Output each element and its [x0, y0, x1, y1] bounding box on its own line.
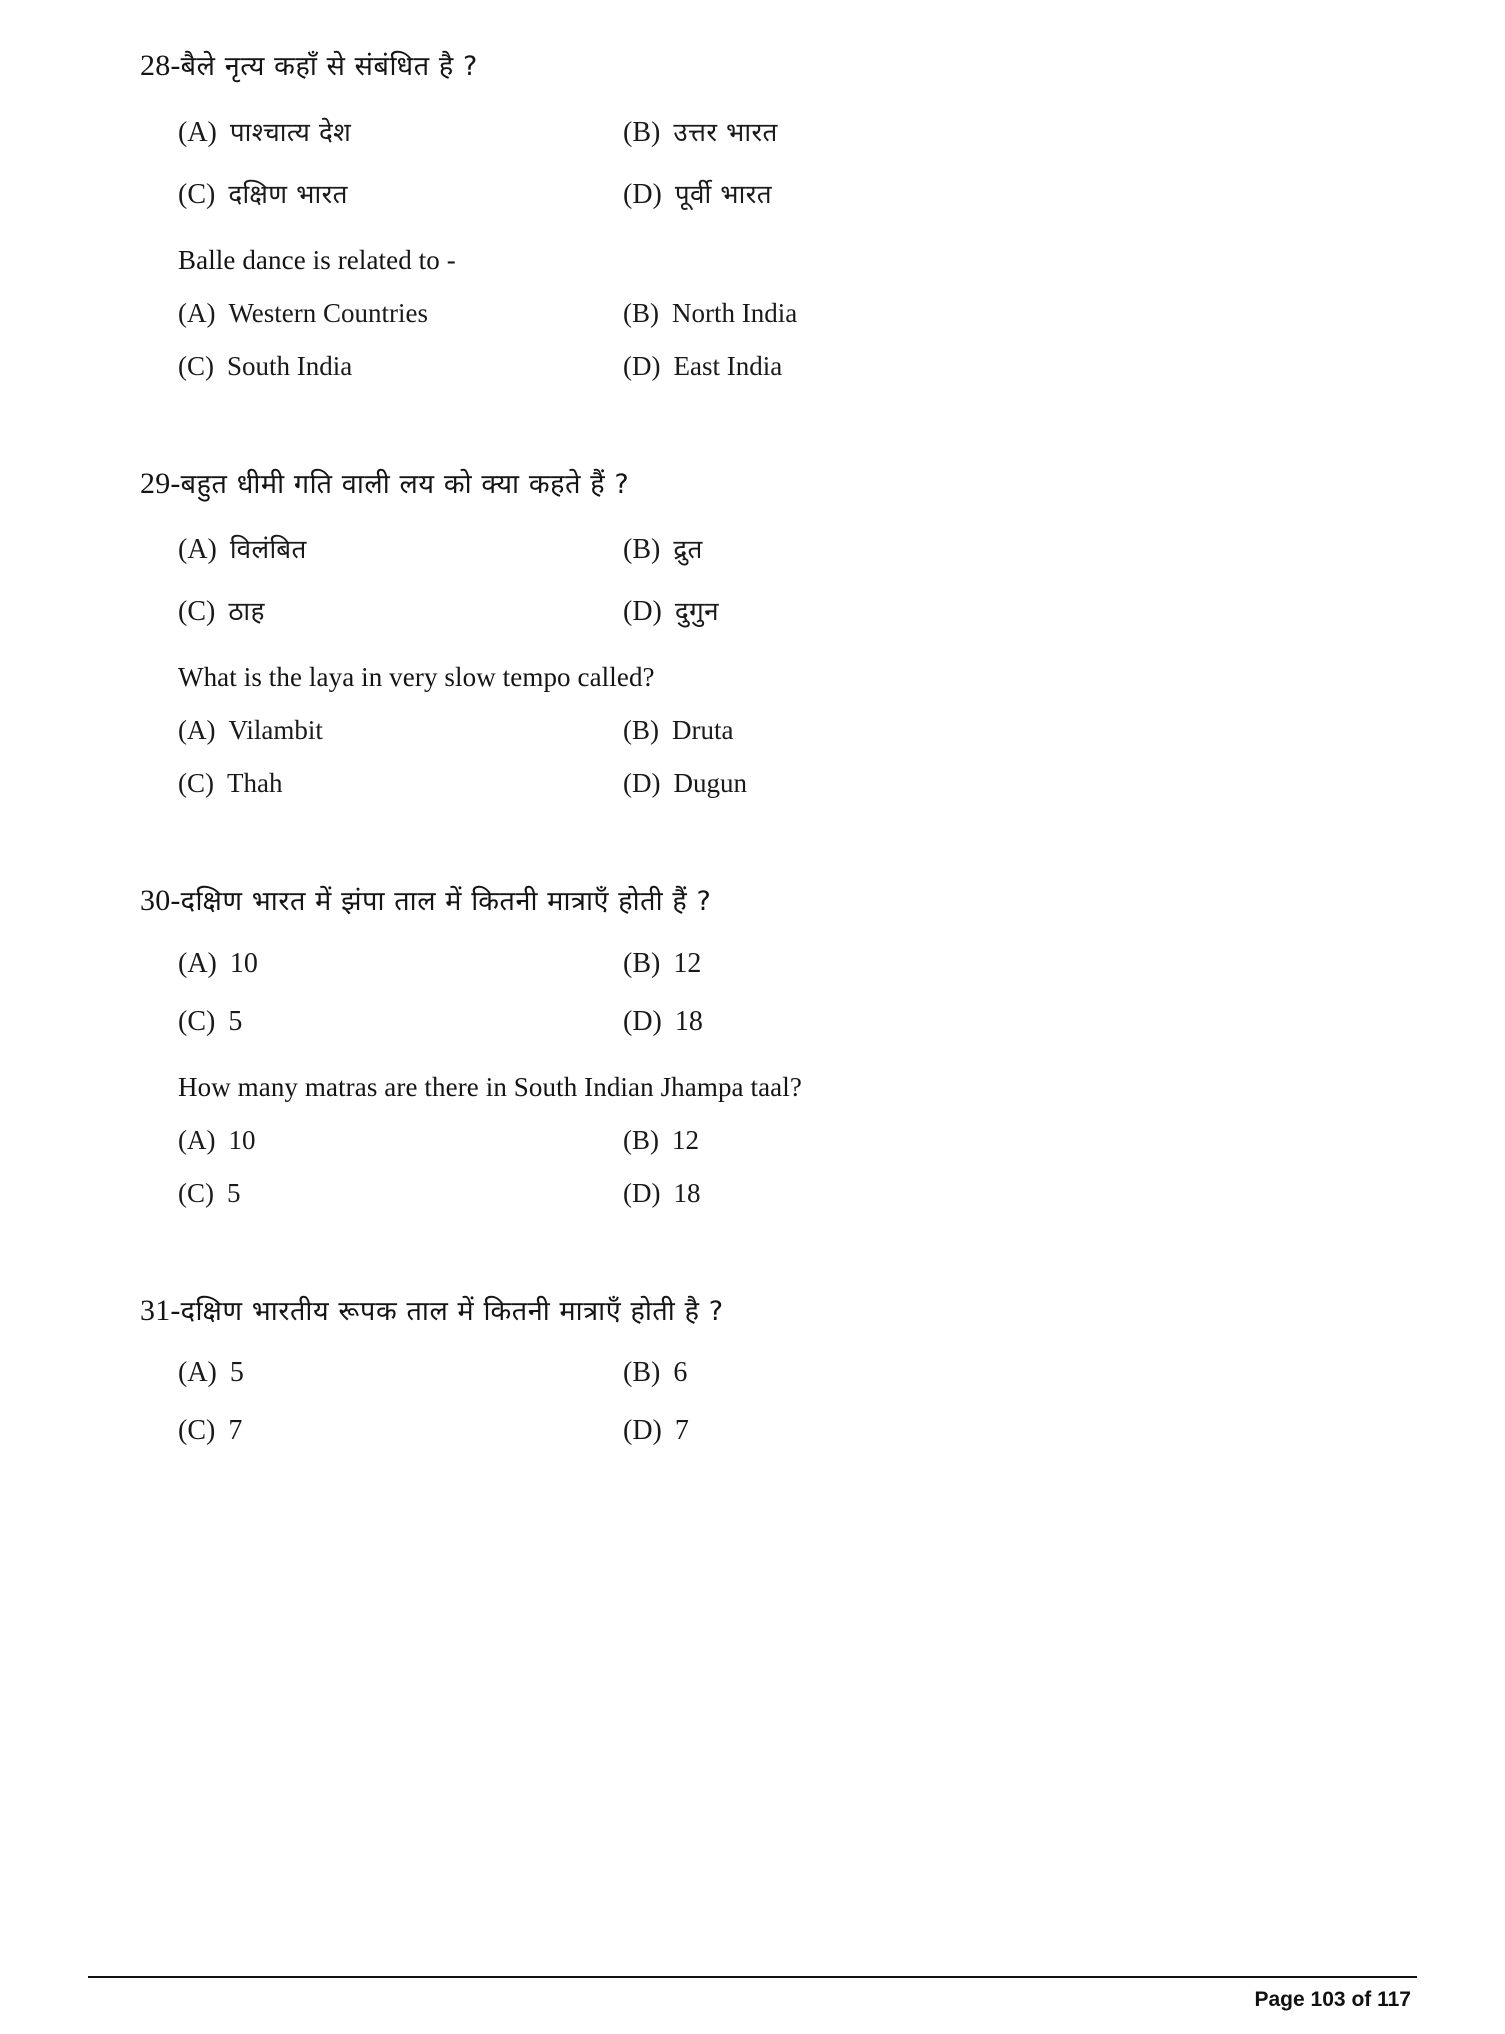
option-row: [178, 1415, 1417, 1447]
option-b-28-hi[interactable]: [623, 113, 1417, 149]
option-c-29-hi[interactable]: [178, 592, 623, 628]
option-text: 5: [229, 1357, 244, 1388]
option-text: द्रुत: [673, 535, 703, 565]
option-text: Thah: [227, 768, 283, 798]
question-stem-english-29: What is the laya in very slow tempo called?: [178, 662, 655, 692]
option-label: (C): [178, 596, 216, 627]
page-current: 103: [1310, 1988, 1346, 2011]
options-hindi-29: [140, 530, 1417, 628]
question-stem-hindi-31: [140, 1291, 1417, 1332]
spacer: [140, 428, 1417, 464]
option-row: [178, 1125, 1417, 1156]
option-label: (D): [623, 1177, 661, 1208]
option-b-29-en[interactable]: [623, 715, 1417, 746]
option-a-31-hi[interactable]: [178, 1357, 623, 1389]
option-text: Vilambit: [228, 715, 323, 745]
option-text: South India: [227, 350, 353, 381]
question-stem-hindi-30: [140, 881, 1417, 922]
option-text: 18: [673, 1177, 701, 1208]
option-c-28-en[interactable]: [178, 351, 623, 382]
option-d-31-hi[interactable]: [623, 1415, 1417, 1447]
option-label: (B): [623, 715, 659, 745]
question-stem-english-30: How many matras are there in South Indian Jhampa taal?: [178, 1071, 802, 1102]
option-d-30-en[interactable]: [623, 1178, 1417, 1209]
option-label: (B): [623, 947, 661, 979]
question-text-hindi-29: बहुत धीमी गति वाली लय को क्या कहते हैं ?: [180, 468, 630, 500]
option-d-29-en[interactable]: [623, 768, 1417, 799]
option-label: (A): [178, 1357, 217, 1388]
option-text: 6: [673, 1357, 688, 1388]
option-row: [178, 1178, 1417, 1209]
option-label: (A): [178, 297, 216, 328]
option-text: 5: [228, 1005, 243, 1037]
option-label: (D): [623, 1415, 662, 1446]
question-block-29: [140, 464, 1417, 800]
option-c-30-hi[interactable]: [178, 1006, 623, 1038]
option-label: (C): [178, 1177, 214, 1208]
question-number-29: 29-: [140, 466, 181, 500]
option-text: पाश्चात्य देश: [229, 117, 352, 148]
options-hindi-28: [140, 113, 1417, 211]
option-label: (C): [178, 768, 214, 798]
option-d-29-hi[interactable]: [623, 592, 1417, 628]
footer-divider: [88, 1976, 1417, 1978]
page-label: Page: [1254, 1988, 1305, 2011]
option-label: (D): [623, 1005, 662, 1037]
option-row: [178, 768, 1417, 799]
option-text: विलंबित: [229, 535, 307, 565]
option-text: दुगुन: [674, 597, 719, 627]
option-row: [178, 113, 1417, 149]
option-label: (C): [178, 350, 214, 381]
option-row: [178, 351, 1417, 382]
option-a-29-en[interactable]: [178, 715, 623, 746]
option-b-28-en[interactable]: [623, 298, 1417, 329]
option-row: [178, 530, 1417, 566]
spacer: [140, 845, 1417, 881]
option-text: पूर्वी भारत: [674, 179, 772, 210]
option-row: [178, 298, 1417, 329]
option-c-30-en[interactable]: [178, 1178, 623, 1209]
option-label: (A): [178, 1124, 216, 1155]
option-label: (C): [178, 178, 216, 210]
option-b-30-hi[interactable]: [623, 948, 1417, 980]
option-text: 18: [674, 1005, 703, 1037]
option-row: [178, 948, 1417, 980]
option-label: (C): [178, 1005, 216, 1037]
english-section-28: [140, 245, 1417, 382]
option-text: 12: [673, 947, 702, 979]
english-section-30: [140, 1072, 1417, 1209]
option-a-29-hi[interactable]: [178, 530, 623, 566]
option-b-30-en[interactable]: [623, 1125, 1417, 1156]
option-a-28-hi[interactable]: [178, 113, 623, 149]
option-text: Druta: [672, 715, 734, 745]
question-number-31: 31-: [140, 1293, 181, 1327]
option-text: 7: [674, 1415, 689, 1446]
option-text: उत्तर भारत: [673, 117, 778, 148]
option-text: 5: [227, 1177, 241, 1208]
option-label: (B): [623, 116, 661, 148]
page-number-text: [88, 1988, 1417, 2012]
options-english-29: [178, 715, 1417, 799]
option-text: दक्षिण भारत: [228, 179, 348, 210]
option-text: 10: [229, 947, 258, 979]
options-english-30: [178, 1125, 1417, 1209]
option-c-31-hi[interactable]: [178, 1415, 623, 1447]
question-number-28: 28-: [140, 49, 181, 82]
option-b-31-hi[interactable]: [623, 1357, 1417, 1389]
option-row: [178, 175, 1417, 211]
option-a-28-en[interactable]: [178, 298, 623, 329]
option-text: ठाह: [228, 597, 265, 627]
option-text: 10: [228, 1124, 256, 1155]
question-block-28: [140, 46, 1417, 382]
question-text-hindi-28: बैले नृत्य कहाँ से संबंधित है ?: [180, 51, 478, 82]
option-label: (D): [623, 768, 661, 798]
option-c-28-hi[interactable]: [178, 175, 623, 211]
question-text-hindi-31: दक्षिण भारतीय रूपक ताल में कितनी मात्राएँ होती है ?: [180, 1295, 724, 1327]
option-text: East India: [673, 350, 783, 381]
option-label: (A): [178, 947, 217, 979]
option-a-30-hi[interactable]: [178, 948, 623, 980]
option-d-28-en[interactable]: [623, 351, 1417, 382]
question-block-30: [140, 881, 1417, 1209]
options-english-28: [178, 298, 1417, 382]
option-label: (A): [178, 715, 216, 745]
page-footer: [88, 1976, 1417, 2012]
spacer: [140, 1255, 1417, 1291]
option-label: (D): [623, 350, 661, 381]
question-block-31: [140, 1291, 1417, 1448]
option-label: (B): [623, 1124, 659, 1155]
option-label: (C): [178, 1415, 216, 1446]
option-label: (A): [178, 116, 217, 148]
option-row: [178, 1006, 1417, 1038]
option-label: (A): [178, 534, 217, 565]
option-row: [178, 715, 1417, 746]
option-text: North India: [672, 297, 798, 328]
option-row: [178, 1357, 1417, 1389]
option-c-29-en[interactable]: [178, 768, 623, 799]
option-label: (D): [623, 178, 662, 210]
option-text: Western Countries: [228, 297, 429, 328]
option-d-28-hi[interactable]: [623, 175, 1417, 211]
option-label: (B): [623, 1357, 661, 1388]
page-total: 117: [1377, 1988, 1411, 2011]
question-number-30: 30-: [140, 884, 181, 917]
english-section-29: [140, 662, 1417, 799]
option-text: 12: [672, 1124, 699, 1155]
question-stem-hindi-28: [140, 46, 1417, 87]
option-text: 7: [228, 1415, 243, 1446]
option-label: (B): [623, 297, 659, 328]
option-label: (D): [623, 596, 662, 627]
options-hindi-30: [140, 948, 1417, 1038]
option-d-30-hi[interactable]: [623, 1006, 1417, 1038]
page-of-label: of: [1351, 1988, 1372, 2011]
option-a-30-en[interactable]: [178, 1125, 623, 1156]
question-text-hindi-30: दक्षिण भारत में झंपा ताल में कितनी मात्राएँ होती हैं ?: [180, 886, 712, 917]
options-hindi-31: [140, 1357, 1417, 1447]
question-stem-hindi-29: [140, 464, 1417, 505]
option-text: Dugun: [673, 768, 747, 798]
option-row: [178, 592, 1417, 628]
option-b-29-hi[interactable]: [623, 530, 1417, 566]
option-label: (B): [623, 534, 661, 565]
question-stem-english-28: Balle dance is related to -: [178, 244, 456, 275]
